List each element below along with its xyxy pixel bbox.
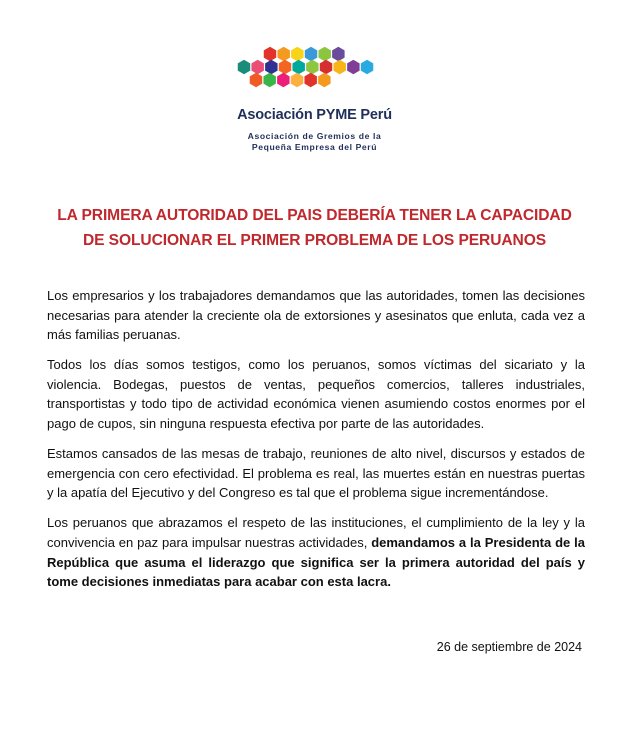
paragraph-4: [47, 513, 585, 591]
logo-hexagon: [263, 73, 275, 87]
paragraph-2: Todos los días somos testigos, como los peruanos, somos víctimas del sicariato y la violencia. Bodegas, puestos de ventas, pequeños comercios, talleres industriales, transportistas y todo tipo de actividad económica vienen asumiendo costos enormes por el pago de cupos, sin ninguna respuesta efectiva por parte de las autoridades.: [47, 357, 585, 432]
logo-hexagon: [306, 60, 318, 74]
org-subtitle: [0, 131, 629, 153]
logo-hexagon: [279, 60, 291, 74]
logo-hexagon: [265, 60, 277, 74]
logo-hexagon: [320, 60, 332, 74]
logo-hexagon: [361, 60, 373, 74]
org-subtitle-line1: Asociación de Gremios de la: [247, 131, 382, 141]
paragraph-1: Los empresarios y los trabajadores demandamos que las autoridades, tomen las decisiones necesarias para atender la creciente ola de extorsiones y asesinatos que enluta, cada vez a más familias peruanas.: [47, 288, 585, 343]
headline-line1: LA PRIMERA AUTORIDAD DEL PAIS DEBERÍA TENER LA CAPACIDAD: [57, 207, 572, 224]
paragraph-4-bold: demandamos a la Presidenta de la República que asuma el liderazgo que significa ser la primera autoridad del país y tome decisiones inmediatas para acabar con esta lacra.: [47, 535, 585, 590]
logo-hexagon: [277, 47, 289, 61]
logo-hexagon: [332, 47, 344, 61]
logo-hexagon: [251, 60, 263, 74]
logo-hexagon: [264, 47, 276, 61]
pyme-logo-hexagons-icon: [236, 46, 396, 92]
logo-hexagon: [333, 60, 345, 74]
paragraph-4-normal: Los peruanos que abrazamos el respeto de las instituciones, el cumplimiento de la ley y la convivencia en paz para impulsar nuestras actividades,: [47, 515, 585, 551]
logo-hexagon: [291, 73, 303, 87]
logo-hexagon: [291, 47, 303, 61]
paragraph-3: Estamos cansados de las mesas de trabajo, reuniones de alto nivel, discursos y estados de emergencia con cero efectividad. El problema es real, las muertes están en nuestras puertas y la apatía del Ejecutivo y del Congreso es tal que el problema sigue incrementándose.: [47, 446, 585, 501]
logo-hexagon: [305, 47, 317, 61]
statement-body: [47, 286, 585, 602]
logo-hexagon: [347, 60, 359, 74]
org-name: Asociación PYME Perú: [237, 107, 392, 123]
headline-line2: DE SOLUCIONAR EL PRIMER PROBLEMA DE LOS PERUANOS: [82, 232, 547, 249]
logo-hexagon: [250, 73, 262, 87]
logo-hexagon: [238, 60, 250, 74]
logo-hexagon: [292, 60, 304, 74]
logo-hexagon: [277, 73, 289, 87]
org-subtitle-line2: Pequeña Empresa del Perú: [251, 142, 378, 152]
logo-hexagon: [304, 73, 316, 87]
statement-date: 26 de septiembre de 2024: [436, 640, 582, 654]
logo-hexagon: [318, 47, 330, 61]
headline: [40, 203, 589, 253]
logo-hexagon: [318, 73, 330, 87]
